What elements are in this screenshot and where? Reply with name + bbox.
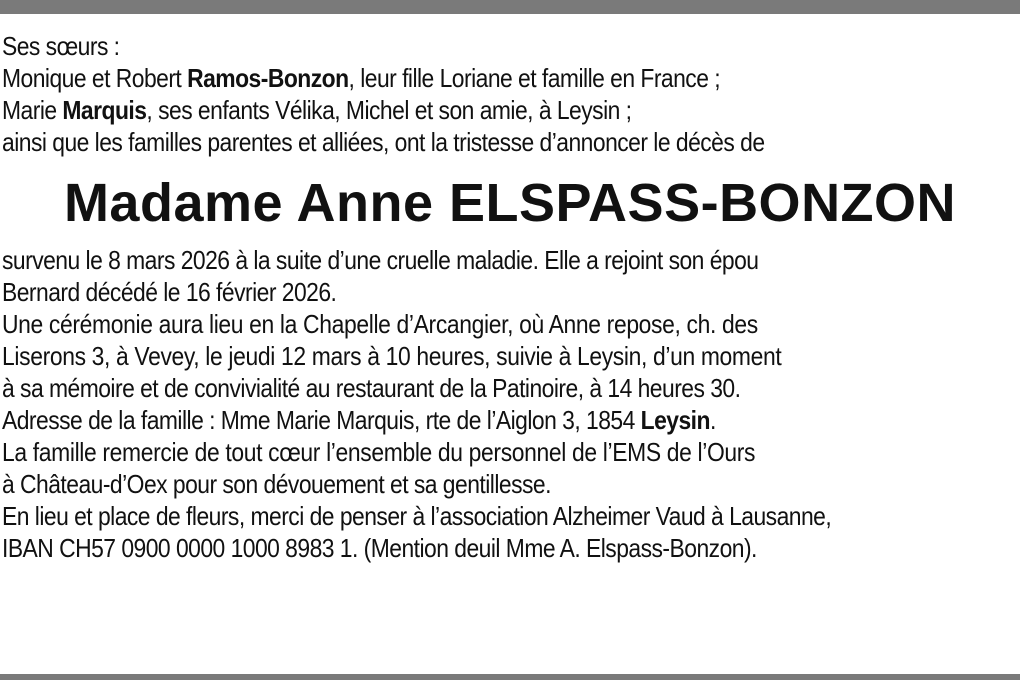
- family-name-marquis: Marquis: [62, 95, 147, 125]
- body-line-1: survenu le 8 mars 2026 à la suite d’une cruelle maladie. Elle a rejoint son épou: [2, 245, 759, 275]
- family-name-ramos-bonzon: Ramos-Bonzon: [187, 63, 349, 93]
- death-notice: [2, 30, 1018, 564]
- top-border-rule: [0, 0, 1020, 14]
- body-line-iban: IBAN CH57 0900 0000 1000 8983 1. (Mention deuil Mme A. Elspass-Bonzon).: [2, 533, 757, 563]
- body-line-4: Liserons 3, à Vevey, le jeudi 12 mars à 10 heures, suivie à Leysin, d’un moment: [2, 341, 782, 371]
- body-line-9: En lieu et place de fleurs, merci de penser à l’association Alzheimer Vaud à Lausanne,: [2, 501, 832, 531]
- body-line-address: Adresse de la famille : Mme Marie Marquis, rte de l’Aiglon 3, 1854 Leysin.: [2, 405, 716, 435]
- body-line-7: La famille remercie de tout cœur l’ensemble du personnel de l’EMS de l’Ours: [2, 437, 756, 467]
- bottom-border-rule: [0, 674, 1020, 680]
- body-line-3: Une cérémonie aura lieu en la Chapelle d’Arcangier, où Anne repose, ch. des: [2, 309, 758, 339]
- body-line-5: à sa mémoire et de convivialité au restaurant de la Patinoire, à 14 heures 30.: [2, 373, 741, 403]
- intro-line-ramos-bonzon: Monique et Robert Ramos-Bonzon, leur fille Loriane et famille en France ;: [2, 63, 721, 93]
- address-town-leysin: Leysin: [640, 405, 710, 435]
- intro-heading: Ses sœurs :: [2, 31, 120, 61]
- intro-line-marquis: Marie Marquis, ses enfants Vélika, Michel et son amie, à Leysin ;: [2, 95, 632, 125]
- intro-line-announcement: ainsi que les familles parentes et alliées, ont la tristesse d’annoncer le décès de: [2, 127, 765, 157]
- body-line-2: Bernard décédé le 16 février 2026.: [2, 277, 337, 307]
- deceased-name-heading: Madame Anne ELSPASS-BONZON: [63, 173, 957, 233]
- body-line-8: à Château-d’Oex pour son dévouement et sa gentillesse.: [2, 469, 551, 499]
